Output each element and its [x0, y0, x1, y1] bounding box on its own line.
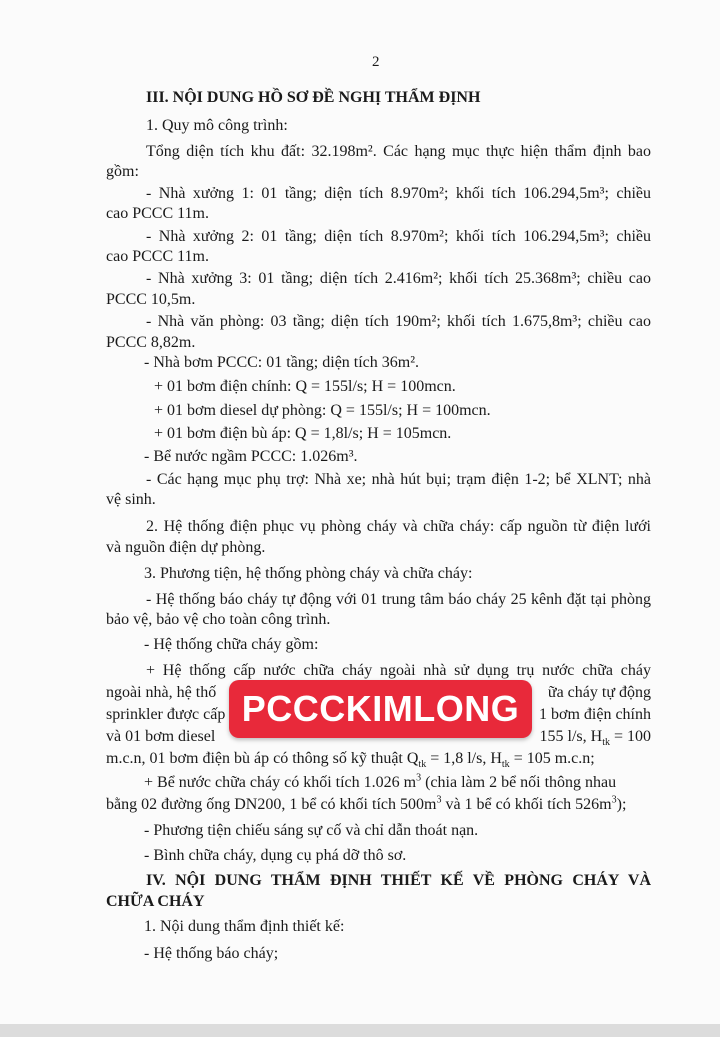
pump-house-line: - Nhà bơm PCCC: 01 tầng; diện tích 36m².	[144, 354, 420, 371]
section-4-item-1-title: 1. Nội dung thẩm định thiết kế:	[144, 918, 345, 935]
item-2-line: 2. Hệ thống điện phục vụ phòng cháy và chữa cháy: cấp nguồn từ điện lưới	[146, 518, 651, 535]
item-2-line-2: và nguồn điện dự phòng.	[106, 539, 266, 556]
hydrant-line-3b: 1 bơm điện chính	[539, 706, 651, 723]
section-3-heading: III. NỘI DUNG HỒ SƠ ĐỀ NGHỊ THẨM ĐỊNH	[146, 89, 481, 106]
fire-tank-line-2: bằng 02 đường ống DN200, 1 bể có khối tích $500m^3$ và 1 bể có khối tích $526m^3$);	[106, 794, 627, 813]
fire-tank-line: + Bể nước chữa cháy có khối tích 1.026 $m^3$ (chia làm 2 bể nối thông nhau	[144, 772, 617, 791]
underground-tank-line: - Bể nước ngầm PCCC: 1.026m³.	[144, 448, 358, 465]
workshop-3-line-2: PCCC 10,5m.	[106, 291, 196, 308]
workshop-1-line-2: cao PCCC 11m.	[106, 205, 209, 222]
firefighting-title: - Hệ thống chữa cháy gồm:	[144, 636, 319, 653]
page-number: 2	[372, 54, 380, 70]
office-line: - Nhà văn phòng: 03 tầng; diện tích 190m²; khối tích 1.675,8m³; chiều cao	[146, 313, 651, 330]
section-4-heading: IV. NỘI DUNG THẨM ĐỊNH THIẾT KẾ VỀ PHÒNG CHÁY VÀ	[146, 872, 651, 889]
pump-2-line: + 01 bơm diesel dự phòng: Q = 155l/s; H = 100mcn.	[154, 402, 491, 419]
fire-alarm-line: - Hệ thống báo cháy tự động với 01 trung tâm báo cháy 25 kênh đặt tại phòng	[146, 591, 651, 608]
hydrant-line-3a: sprinkler được cấp	[106, 706, 226, 723]
item-3-title: 3. Phương tiện, hệ thống phòng cháy và chữa cháy:	[144, 565, 473, 582]
office-line-2: PCCC 8,82m.	[106, 334, 196, 351]
hydrant-line-4b: 155 l/s, $H_{tk} = 100$	[539, 728, 651, 749]
workshop-1-line: - Nhà xưởng 1: 01 tầng; diện tích 8.970m²; khối tích 106.294,5m³; chiều	[146, 185, 651, 202]
item-1-title: 1. Quy mô công trình:	[146, 117, 288, 134]
watermark-badge	[229, 680, 532, 738]
hydrant-line-2a: ngoài nhà, hệ thố	[106, 684, 217, 701]
hydrant-line-4a: và 01 bơm diesel	[106, 728, 216, 745]
extinguisher-line: - Bình chữa cháy, dụng cụ phá dỡ thô sơ.	[144, 847, 407, 864]
workshop-3-line: - Nhà xưởng 3: 01 tầng; diện tích 2.416m²; khối tích 25.368m³; chiều cao	[146, 270, 651, 287]
auxiliary-line: - Các hạng mục phụ trợ: Nhà xe; nhà hút bụi; trạm điện 1-2; bể XLNT; nhà	[146, 471, 651, 488]
pump-1-line: + 01 bơm điện chính: Q = 155l/s; H = 100mcn.	[154, 378, 456, 395]
emergency-lighting-line: - Phương tiện chiếu sáng sự cố và chỉ dẫn thoát nạn.	[144, 822, 479, 839]
page-bottom-edge	[0, 1024, 720, 1037]
pump-3-line: + 01 bơm điện bù áp: Q = 1,8l/s; H = 105mcn.	[154, 425, 452, 442]
section-4-alarm-line: - Hệ thống báo cháy;	[144, 945, 279, 962]
total-area-line-2: gồm:	[106, 163, 139, 180]
hydrant-line-2b: ữa cháy tự động	[547, 684, 651, 701]
workshop-2-line: - Nhà xưởng 2: 01 tầng; diện tích 8.970m²; khối tích 106.294,5m³; chiều	[146, 228, 651, 245]
hydrant-line-5: m.c.n, 01 bơm điện bù áp có thông số kỹ thuật $Q_{tk} = 1,8$ l/s, $H_{tk} = 105$ m.c.n;	[106, 750, 595, 771]
section-4-heading-2: CHỮA CHÁY	[106, 893, 205, 910]
watermark-text: PCCCKIMLONG	[241, 688, 520, 729]
auxiliary-line-2: vệ sinh.	[106, 491, 156, 508]
workshop-2-line-2: cao PCCC 11m.	[106, 248, 209, 265]
hydrant-line: + Hệ thống cấp nước chữa cháy ngoài nhà sử dụng trụ nước chữa cháy	[146, 662, 651, 679]
fire-alarm-line-2: bảo vệ, bảo vệ cho toàn công trình.	[106, 611, 331, 628]
total-area-line: Tổng diện tích khu đất: 32.198m². Các hạng mục thực hiện thẩm định bao	[146, 143, 651, 160]
